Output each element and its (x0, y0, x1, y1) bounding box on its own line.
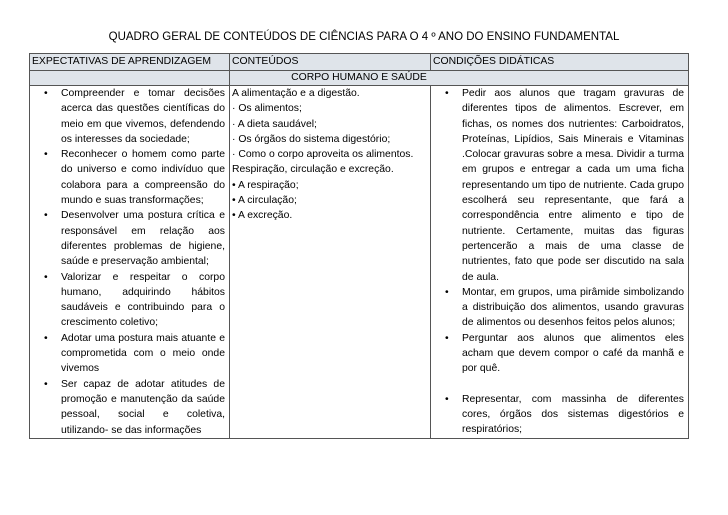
bullet-icon: • (445, 286, 449, 298)
bullet-icon: • (44, 88, 48, 99)
bullet-icon: • (44, 210, 48, 222)
expectativas-cell (30, 86, 230, 439)
section-title: CORPO HUMANO E SAÚDE (230, 71, 689, 86)
header-conteudos: CONTEÚDOS (230, 54, 431, 71)
list-item: • Reconhecer o homem como parte do universo e como indivíduo que colabora para a compreensão do mundo e suas transformações; (44, 149, 225, 207)
conteudo-line: · Os órgãos do sistema digestório; (232, 133, 391, 145)
header-condicoes: CONDIÇÕES DIDÁTICAS (431, 54, 689, 71)
spacer (431, 377, 684, 392)
bullet-icon: • (44, 271, 48, 283)
condicoes-list (431, 86, 684, 438)
list-item: • Compreender e tomar decisões acerca das questões científicas do meio em que vivemos, defendendo os interesses da sociedade; (44, 88, 225, 145)
section-row (30, 71, 689, 86)
header-row (30, 54, 689, 71)
list-item: • Desenvolver uma postura crítica e responsável em relação aos diferentes problemas de higiene, saúde e preservação ambiental; (44, 210, 225, 268)
conteudo-line: · A dieta saudável; (232, 118, 317, 130)
body-row (30, 86, 689, 439)
conteudo-line: · Os alimentos; (232, 103, 302, 115)
conteudo-line: · Como o corpo aproveita os alimentos. (232, 149, 414, 161)
condicoes-cell (431, 86, 689, 439)
list-item: • Montar, em grupos, uma pirâmide simbolizando a distribuição dos alimentos, usando gravuras de alimentos ou desenhos feitos pelos alunos; (445, 286, 684, 329)
conteudo-line: • A excreção. (232, 210, 293, 222)
bullet-icon: • (445, 393, 449, 405)
list-item: • Adotar uma postura mais atuante e comprometida com o meio onde vivemos (44, 332, 225, 375)
list-item: • Ser capaz de adotar atitudes de promoção e manutenção da saúde pessoal, social e coletiva, utilizando- se das informações (44, 378, 225, 436)
expectativas-list (30, 86, 225, 438)
bullet-icon: • (445, 88, 449, 99)
list-item: • Perguntar aos alunos que alimentos eles acham que devem compor o café da manhã e por quê. (445, 332, 684, 375)
header-expectativas: EXPECTATIVAS DE APRENDIZAGEM (30, 54, 230, 71)
list-item: • Pedir aos alunos que tragam gravuras de diferentes tipos de alimentos. Escrever, em fichas, os nomes dos nutrientes: Carboidratos, Proteínas, Lipídios, Sais Minerais e Vitaminas .Colocar gravuras sobre a mesa. Dividir a turma em grupos e entregar a cada um uma ficha representando um tipo de nutriente. Cada grupo escolherá seu representante, que fará a correspondência entre alimento e tipo de nutriente. Certamente, muitas das figuras pertencerão a mais de uma classe de nutrientes, fato que pode ser discutido na sala de aula. (445, 88, 684, 283)
content-table (29, 53, 689, 439)
conteudo-line: Respiração, circulação e excreção. (232, 164, 394, 176)
bullet-icon: • (44, 332, 48, 344)
conteudos-cell (230, 86, 431, 439)
conteudo-line: A alimentação e a digestão. (232, 88, 360, 99)
bullet-icon: • (445, 332, 449, 344)
bullet-icon: • (44, 149, 48, 161)
document-title: QUADRO GERAL DE CONTEÚDOS DE CIÊNCIAS PARA O 4 º ANO DO ENSINO FUNDAMENTAL (108, 31, 620, 43)
list-item: • Representar, com massinha de diferentes cores, órgãos dos sistemas digestórios e respiratórios; (445, 393, 684, 436)
conteudo-line: • A circulação; (232, 195, 297, 207)
conteudo-line: • A respiração; (232, 179, 299, 191)
list-item: • Valorizar e respeitar o corpo humano, adquirindo hábitos saudáveis e contribuindo para o crescimento coletivo; (44, 271, 225, 329)
bullet-icon: • (44, 378, 48, 390)
